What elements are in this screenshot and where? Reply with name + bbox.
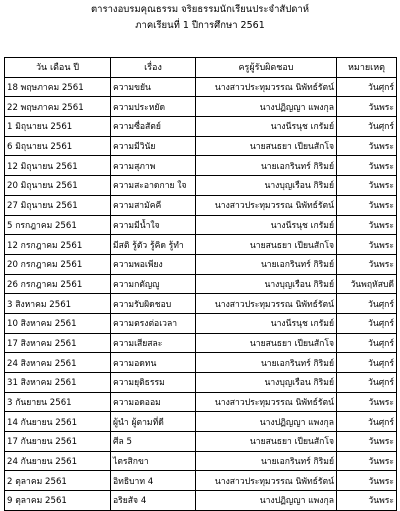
table-row bbox=[5, 471, 397, 491]
date-cell: 2 ตุลาคม 2561 bbox=[5, 471, 111, 491]
note-cell: วันพระ bbox=[337, 176, 397, 196]
teacher-cell: นางสาวประทุมวรรณ นิพัทธ์รัตน์ bbox=[196, 195, 337, 215]
topic-cell: ความประหยัด bbox=[111, 97, 196, 117]
table-row bbox=[5, 451, 397, 471]
note-cell: วันพระ bbox=[337, 156, 397, 176]
date-cell: 17 กันยายน 2561 bbox=[5, 432, 111, 452]
teacher-cell: นายสนธยา เปียนสักโจ bbox=[196, 432, 337, 452]
table-row bbox=[5, 136, 397, 156]
note-cell: วันศุกร์ bbox=[337, 333, 397, 353]
date-cell: 3 สิงหาคม 2561 bbox=[5, 294, 111, 314]
page-title: ตารางอบรมคุณธรรม จริยธรรมนักเรียนประจำสัปดาห์ bbox=[90, 4, 310, 15]
date-cell: 12 มิถุนายน 2561 bbox=[5, 156, 111, 176]
note-cell: วันศุกร์ bbox=[337, 313, 397, 333]
note-cell: วันศุกร์ bbox=[337, 373, 397, 393]
note-cell: วันพระ bbox=[337, 471, 397, 491]
date-cell: 24 สิงหาคม 2561 bbox=[5, 353, 111, 373]
topic-cell: อริยสัจ 4 bbox=[111, 491, 196, 511]
topic-cell: ศีล 5 bbox=[111, 432, 196, 452]
note-cell: วันพระ bbox=[337, 432, 397, 452]
topic-cell: ความสะอาดกาย ใจ bbox=[111, 176, 196, 196]
date-cell: 20 มิถุนายน 2561 bbox=[5, 176, 111, 196]
date-cell: 27 มิถุนายน 2561 bbox=[5, 195, 111, 215]
note-cell: วันศุกร์ bbox=[337, 77, 397, 97]
topic-cell: ความกตัญญู bbox=[111, 274, 196, 294]
topic-cell: มีสติ รู้ตัว รู้คิด รู้ทำ bbox=[111, 235, 196, 255]
topic-cell: ความอดออม bbox=[111, 392, 196, 412]
note-cell: วันพระ bbox=[337, 235, 397, 255]
topic-cell: อิทธิบาท 4 bbox=[111, 471, 196, 491]
topic-cell: ไตรสิกขา bbox=[111, 451, 196, 471]
topic-cell: ความยุติธรรม bbox=[111, 373, 196, 393]
date-cell: 18 พฤษภาคม 2561 bbox=[5, 77, 111, 97]
teacher-cell: นางบุญเรือน กิริมย์ bbox=[196, 373, 337, 393]
topic-cell: ความเสียสละ bbox=[111, 333, 196, 353]
topic-cell: ผู้นำ ผู้ตามที่ดี bbox=[111, 412, 196, 432]
teacher-cell: นายสนธยา เปียนสักโจ bbox=[196, 235, 337, 255]
date-cell: 9 ตุลาคม 2561 bbox=[5, 491, 111, 511]
topic-cell: ความพอเพียง bbox=[111, 254, 196, 274]
note-cell: วันพระ bbox=[337, 491, 397, 511]
teacher-cell: นางนีรนุช เกรัมย์ bbox=[196, 117, 337, 137]
teacher-cell: นายเอกรินทร์ กิริมย์ bbox=[196, 254, 337, 274]
teacher-cell: นายสนธยา เปียนสักโจ bbox=[196, 333, 337, 353]
table-row bbox=[5, 274, 397, 294]
topic-cell: ความรับผิดชอบ bbox=[111, 294, 196, 314]
teacher-cell: นางสาวประทุมวรรณ นิพัทธ์รัตน์ bbox=[196, 471, 337, 491]
table-row bbox=[5, 412, 397, 432]
teacher-cell: นายเอกรินทร์ กิริมย์ bbox=[196, 353, 337, 373]
table-row bbox=[5, 373, 397, 393]
date-cell: 10 สิงหาคม 2561 bbox=[5, 313, 111, 333]
note-cell: วันศุกร์ bbox=[337, 294, 397, 314]
topic-cell: ความสามัคคี bbox=[111, 195, 196, 215]
teacher-cell: นางบุญเรือน กิริมย์ bbox=[196, 176, 337, 196]
topic-cell: ความมีวินัย bbox=[111, 136, 196, 156]
date-cell: 12 กรกฎาคม 2561 bbox=[5, 235, 111, 255]
table-row bbox=[5, 77, 397, 97]
topic-cell: ความตรงต่อเวลา bbox=[111, 313, 196, 333]
note-cell: วันพระ bbox=[337, 195, 397, 215]
date-cell: 3 กันยายน 2561 bbox=[5, 392, 111, 412]
topic-cell: ความสุภาพ bbox=[111, 156, 196, 176]
table-row bbox=[5, 432, 397, 452]
date-cell: 22 พฤษภาคม 2561 bbox=[5, 97, 111, 117]
topic-cell: ความอดทน bbox=[111, 353, 196, 373]
date-cell: 20 กรกฎาคม 2561 bbox=[5, 254, 111, 274]
topic-cell: ความขยัน bbox=[111, 77, 196, 97]
teacher-cell: นางสาวประทุมวรรณ นิพัทธ์รัตน์ bbox=[196, 294, 337, 314]
teacher-cell: นายเอกรินทร์ กิริมย์ bbox=[196, 156, 337, 176]
table-row bbox=[5, 254, 397, 274]
schedule-table bbox=[4, 57, 397, 511]
table-row bbox=[5, 294, 397, 314]
note-cell: วันศุกร์ bbox=[337, 412, 397, 432]
topic-cell: ความซื่อสัตย์ bbox=[111, 117, 196, 137]
note-cell: วันพระ bbox=[337, 392, 397, 412]
note-cell: วันพระ bbox=[337, 254, 397, 274]
note-cell: วันพฤหัสบดี bbox=[337, 274, 397, 294]
teacher-cell: นางปฏิญญา แพงกุล bbox=[196, 491, 337, 511]
date-cell: 26 กรกฎาคม 2561 bbox=[5, 274, 111, 294]
date-cell: 17 สิงหาคม 2561 bbox=[5, 333, 111, 353]
table-row bbox=[5, 491, 397, 511]
column-header-date: วัน เดือน ปี bbox=[5, 58, 111, 78]
table-row bbox=[5, 333, 397, 353]
teacher-cell: นายเอกรินทร์ กิริมย์ bbox=[196, 451, 337, 471]
table-row bbox=[5, 176, 397, 196]
date-cell: 6 มิถุนายน 2561 bbox=[5, 136, 111, 156]
table-row bbox=[5, 215, 397, 235]
topic-cell: ความมีน้ำใจ bbox=[111, 215, 196, 235]
note-cell: วันพระ bbox=[337, 97, 397, 117]
table-header-row bbox=[5, 58, 397, 78]
teacher-cell: นางสาวประทุมวรรณ นิพัทธ์รัตน์ bbox=[196, 77, 337, 97]
date-cell: 1 มิถุนายน 2561 bbox=[5, 117, 111, 137]
note-cell: วันพระ bbox=[337, 136, 397, 156]
teacher-cell: นางนีรนุช เกรัมย์ bbox=[196, 313, 337, 333]
date-cell: 14 กันยายน 2561 bbox=[5, 412, 111, 432]
teacher-cell: นางสาวประทุมวรรณ นิพัทธ์รัตน์ bbox=[196, 392, 337, 412]
column-header-teacher: ครูผู้รับผิดชอบ bbox=[196, 58, 337, 78]
table-row bbox=[5, 195, 397, 215]
teacher-cell: นางนีรนุช เกรัมย์ bbox=[196, 215, 337, 235]
note-cell: วันพระ bbox=[337, 215, 397, 235]
column-header-note: หมายเหตุ bbox=[337, 58, 397, 78]
table-row bbox=[5, 117, 397, 137]
table-row bbox=[5, 392, 397, 412]
column-header-topic: เรื่อง bbox=[111, 58, 196, 78]
table-row bbox=[5, 156, 397, 176]
date-cell: 5 กรกฎาคม 2561 bbox=[5, 215, 111, 235]
date-cell: 24 กันยายน 2561 bbox=[5, 451, 111, 471]
date-cell: 31 สิงหาคม 2561 bbox=[5, 373, 111, 393]
table-row bbox=[5, 235, 397, 255]
teacher-cell: นายสนธยา เปียนสักโจ bbox=[196, 136, 337, 156]
table-row bbox=[5, 353, 397, 373]
teacher-cell: นางปฏิญญา แพงกุล bbox=[196, 97, 337, 117]
note-cell: วันศุกร์ bbox=[337, 353, 397, 373]
table-row bbox=[5, 97, 397, 117]
teacher-cell: นางบุญเรือน กิริมย์ bbox=[196, 274, 337, 294]
table-row bbox=[5, 313, 397, 333]
note-cell: วันศุกร์ bbox=[337, 117, 397, 137]
teacher-cell: นางปฏิญญา แพงกุล bbox=[196, 412, 337, 432]
page-subtitle: ภาคเรียนที่ 1 ปีการศึกษา 2561 bbox=[135, 20, 265, 31]
note-cell: วันพระ bbox=[337, 451, 397, 471]
